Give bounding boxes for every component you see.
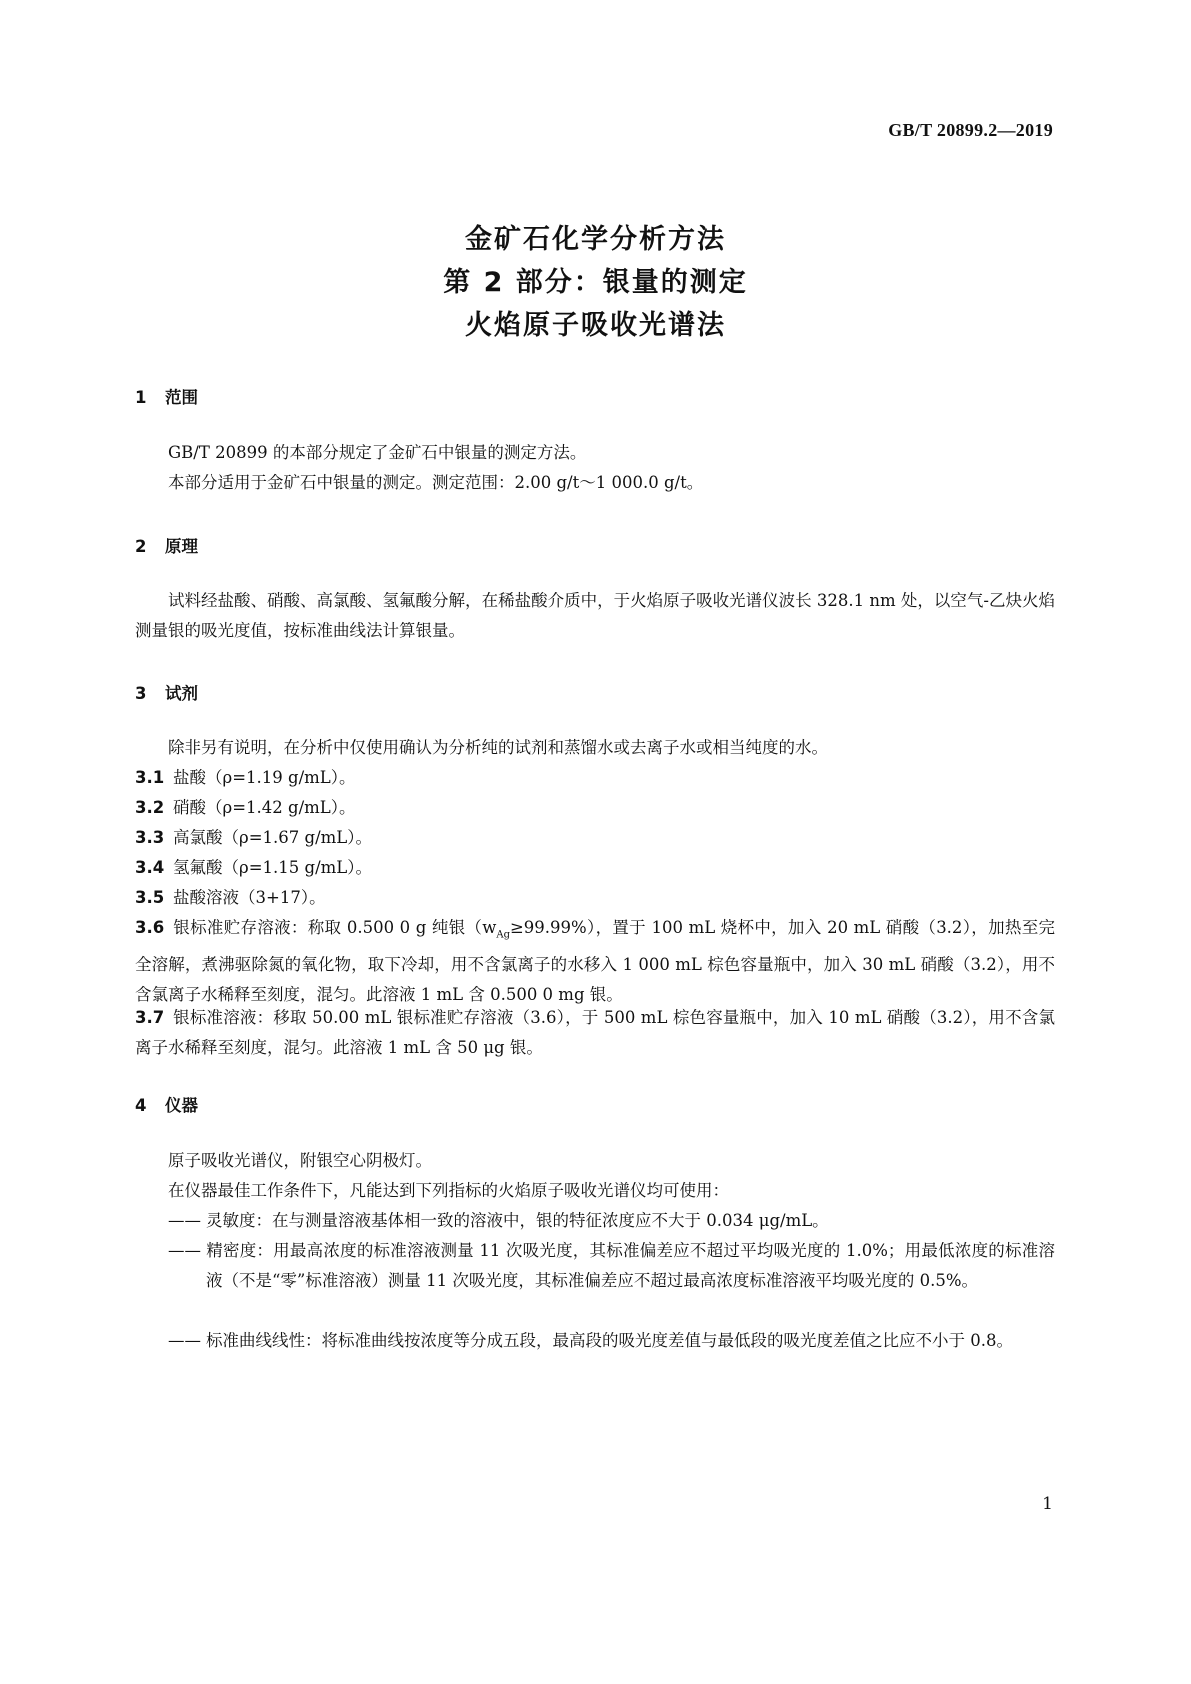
- item-text: 硝酸（ρ=1.42 g/mL）。: [173, 798, 356, 817]
- page-number: 1: [1042, 1494, 1053, 1514]
- paragraph: GB/T 20899 的本部分规定了金矿石中银量的测定方法。: [168, 443, 587, 462]
- title-line-2: 第 2 部分：银量的测定: [443, 267, 748, 298]
- section-3-heading: [135, 680, 198, 704]
- subscript: Ag: [496, 929, 510, 941]
- item-text: 高氯酸（ρ=1.67 g/mL）。: [173, 828, 372, 847]
- dash-mark: ——: [168, 1241, 201, 1260]
- item-text: 银标准溶液：移取 50.00 mL 银标准贮存溶液（3.6），于 500 mL 棕色容量瓶中，加入 10 mL 硝酸（3.2），用不含氯离子水稀释至刻度，混匀。此溶液 1 mL 含 50 μg 银。: [135, 1008, 1055, 1057]
- dash-mark: ——: [168, 1211, 201, 1230]
- item-number: 3.3: [135, 828, 165, 847]
- title-line-3: 火焰原子吸收光谱法: [465, 310, 726, 341]
- item-number: 3.5: [135, 888, 165, 907]
- dash-item: [168, 1236, 1055, 1296]
- standard-code: GB/T 20899.2—2019: [888, 120, 1053, 140]
- paragraph: 原子吸收光谱仪，附银空心阴极灯。: [168, 1151, 432, 1170]
- item-number: 3.2: [135, 798, 165, 817]
- item-number: 3.1: [135, 768, 165, 787]
- item-number: 3.6: [135, 918, 165, 937]
- section-number: 2: [135, 537, 147, 556]
- dash-item: [168, 1206, 1055, 1236]
- list-item: [135, 763, 1055, 793]
- section-title: 范围: [165, 388, 198, 407]
- item-text: 银标准贮存溶液：称取 0.500 0 g 纯银（w: [173, 918, 497, 937]
- section-number: 4: [135, 1096, 147, 1115]
- section-title: 试剂: [165, 684, 198, 703]
- item-text: 盐酸（ρ=1.19 g/mL）。: [173, 768, 356, 787]
- paragraph: 在仪器最佳工作条件下，凡能达到下列指标的火焰原子吸收光谱仪均可使用：: [168, 1181, 729, 1200]
- dash-item: [168, 1326, 1055, 1356]
- section-number: 3: [135, 684, 147, 703]
- section-title: 仪器: [165, 1096, 198, 1115]
- section-1-heading: [135, 384, 198, 408]
- item-text-cont: ≥99.99%），置于 100 mL 烧杯中，加入 20 mL 硝酸（3.2），加热至完全溶解，煮沸驱除氮的氧化物，取下冷却，用不含氯离子的水移入 1 000 mL 棕色容量瓶中，加入 30 mL 硝酸（3.2），用不含氯离子水稀释至刻度，混匀。此溶液 1 mL 含 0.500 0 mg 银。: [135, 918, 1055, 1005]
- list-item: [135, 853, 1055, 883]
- dash-text: 精密度：用最高浓度的标准溶液测量 11 次吸光度，其标准偏差应不超过平均吸光度的 1.0%；用最低浓度的标准溶液（不是“零”标准溶液）测量 11 次吸光度，其标准偏差应不超过最高浓度标准溶液平均吸光度的 0.5%。: [206, 1241, 1055, 1290]
- item-number: 3.7: [135, 1008, 165, 1027]
- item-text: 氢氟酸（ρ=1.15 g/mL）。: [173, 858, 372, 877]
- section-number: 1: [135, 388, 147, 407]
- section-4-heading: [135, 1092, 198, 1116]
- item-number: 3.4: [135, 858, 165, 877]
- list-item: [135, 1003, 1055, 1063]
- paragraph: 除非另有说明，在分析中仅使用确认为分析纯的试剂和蒸馏水或去离子水或相当纯度的水。: [168, 738, 828, 757]
- list-item: [135, 793, 1055, 823]
- paragraph: 试料经盐酸、硝酸、高氯酸、氢氟酸分解，在稀盐酸介质中，于火焰原子吸收光谱仪波长 328.1 nm 处，以空气-乙炔火焰测量银的吸光度值，按标准曲线法计算银量。: [135, 591, 1055, 640]
- list-item: [135, 823, 1055, 853]
- item-text: 盐酸溶液（3+17）。: [173, 888, 326, 907]
- paragraph: 本部分适用于金矿石中银量的测定。测定范围：2.00 g/t～1 000.0 g/t。: [168, 473, 704, 492]
- section-2-heading: [135, 533, 198, 557]
- title-line-1: 金矿石化学分析方法: [465, 224, 726, 255]
- list-item: [135, 913, 1055, 1010]
- dash-text: 标准曲线线性：将标准曲线按浓度等分成五段，最高段的吸光度差值与最低段的吸光度差值之比应不小于 0.8。: [206, 1331, 1013, 1350]
- section-title: 原理: [165, 537, 198, 556]
- document-title: [0, 218, 1191, 347]
- dash-mark: ——: [168, 1331, 201, 1350]
- list-item: [135, 883, 1055, 913]
- dash-text: 灵敏度：在与测量溶液基体相一致的溶液中，银的特征浓度应不大于 0.034 μg/mL。: [206, 1211, 829, 1230]
